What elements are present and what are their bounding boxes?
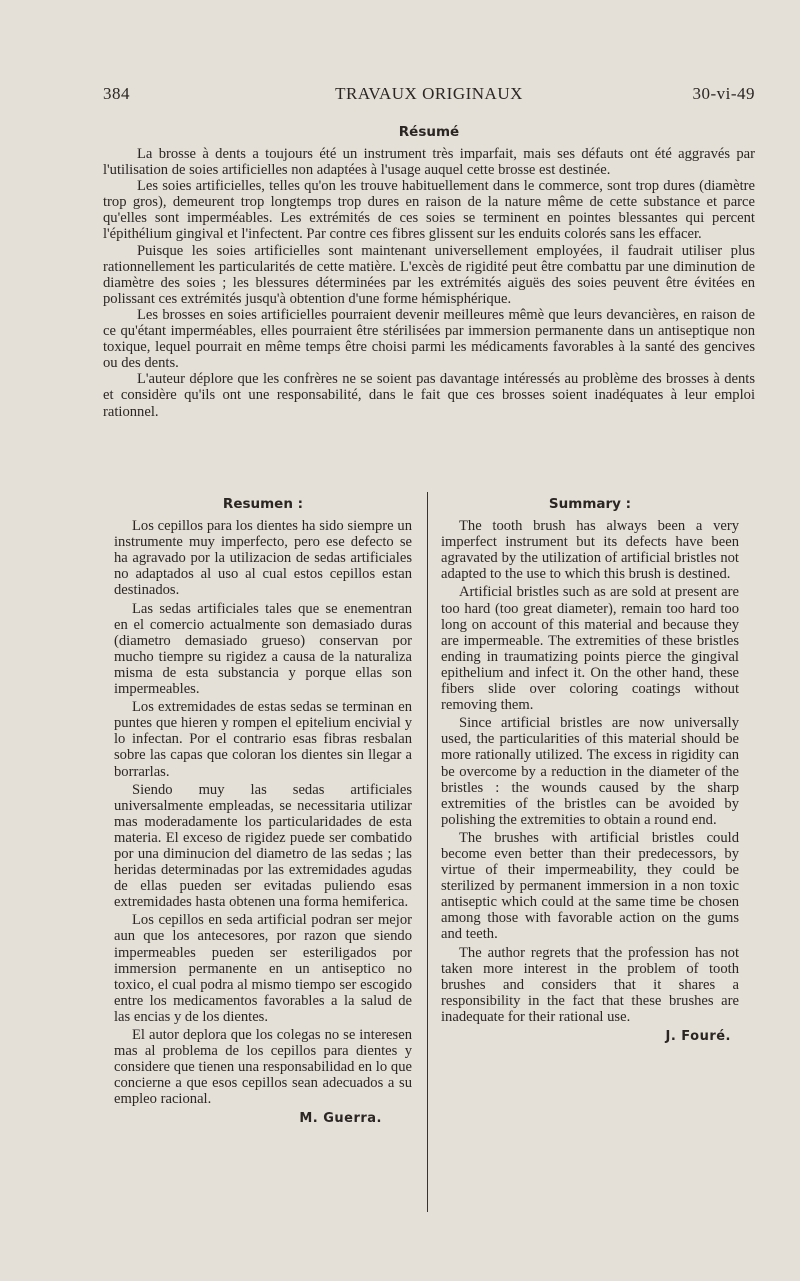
resumen-heading: Resumen : xyxy=(222,496,304,512)
column-divider xyxy=(427,492,428,1212)
resumen-signature: M. Guerra. xyxy=(299,1111,382,1127)
resume-heading: Résumé xyxy=(398,124,460,140)
resumen-column xyxy=(114,496,412,1128)
resume-body xyxy=(103,146,755,420)
resumen-paragraph: Los cepillos en seda artificial podran ser mejor aun que los antecesores, por razon que siendo impermeables pueden ser esteriligados por immersion permanente en un antiseptico no toxico, el cual podra al mismo tiempo ser escogido entre los medicamentos favorables a la salud de las encias y de los dientes. xyxy=(114,912,412,1025)
resumen-paragraph: Los cepillos para los dientes ha sido siempre un instrumente muy imperfecto, pero ese defecto se ha agravado por la utilizacion de sedas artificiales no adaptados al uso al cual estos cepillos estan destinados. xyxy=(114,518,412,599)
resumen-paragraph: Siendo muy las sedas artificiales universalmente empleadas, se necessitaria utilizar mas moderadamente los particularidades de esta materia. El exceso de rigidez puede ser combatido por una diminucion del diametro de las sedas ; las heridas determinadas por las extremidades agudas de ellas pueden ser evitadas puliendo esas extremidades hasta obtenen una forma hemiferica. xyxy=(114,781,412,911)
resume-paragraph: La brosse à dents a toujours été un instrument très imparfait, mais ses défauts ont été aggravés par l'utilisation de soies artificielles non adaptées à l'usage auquel cette brosse est destinée. xyxy=(103,146,755,179)
summary-signature: J. Fouré. xyxy=(665,1029,731,1044)
summary-heading: Summary : xyxy=(548,496,632,512)
resumen-paragraph: Los extremidades de estas sedas se terminan en puntes que hieren y rompen el epitelium encivial y lo infectan. Por el contrario esas fibras resbalan sobre las capas que coloran los dientes sin llegar a borrarlas. xyxy=(114,699,412,780)
issue-date: 30-vi-49 xyxy=(692,84,755,103)
page-number: 384 xyxy=(103,84,130,103)
journal-title: TRAVAUX ORIGINAUX xyxy=(335,84,523,103)
resume-paragraph: Les brosses en soies artificielles pourraient devenir meilleures mêmè que leurs devancières, en raison de ce qu'étant imperméables, elles pourraient être stérilisées par immersion permanente dans un antiseptique non toxique, lequel pourrait en même temps être choisi parmi les médicaments favorables à la santé des gencives ou des dents. xyxy=(103,306,755,372)
summary-paragraph: The brushes with artificial bristles could become even better than their predecessors, by virtue of their impermeability, they could be sterilized by permanent immersion in a non toxic antiseptic which could at the same time be chosen among those with favorable action on the gums and teeth. xyxy=(441,829,739,943)
resume-paragraph: Puisque les soies artificielles sont maintenant universellement employées, il faudrait utiliser plus rationnellement les particularités de cette matière. L'excès de rigidité peut être combattu par une diminution de diamètre des soies ; les blessures déterminées par les extrémités aiguës des soies peuvent être évitées en polissant ces extrémités jusqu'à obtention d'une forme hémisphérique. xyxy=(103,242,755,307)
resume-paragraph: Les soies artificielles, telles qu'on les trouve habituellement dans le commerce, sont trop dures (diamètre trop gros), demeurent trop longtemps trop dures en raison de la nature même de cette substance et parce qu'elles sont imperméables. Les extrémités de ces soies se terminent en pointes blessantes qui percent l'épithélium gingival et l'infectent. Par contre ces fibres glissent sur les enduits colorés sans les effacer. xyxy=(103,178,755,243)
summary-paragraph: Since artificial bristles are now universally used, the particularities of this material should be more rationally utilized. The excess in rigidity can be overcome by a reduction in the diameter of the bristles : the wounds caused by the sharp extremities of the bristles can be avoided by polishing the extremities to obtain a round end. xyxy=(441,715,739,828)
summary-column xyxy=(441,496,739,1045)
summary-paragraph: The tooth brush has always been a very imperfect instrument but its defects have been agravated by the utilization of artificial bristles not adapted to the use to which this brush is destined. xyxy=(441,518,739,583)
resumen-paragraph: El autor deplora que los colegas no se interesen mas al problema de los cepillos para dientes y considere que tienen una responsabilidad en lo que concierne a que esos cepillos sean adecuados a su empleo racional. xyxy=(114,1027,412,1108)
summary-paragraph: The author regrets that the profession has not taken more interest in the problem of tooth brushes and considers that it shares a responsibility in the fact that these brushes are inadequate for their rational use. xyxy=(441,944,739,1025)
summary-paragraph: Artificial bristles such as are sold at present are too hard (too great diameter), remain too hard too long on account of this material and because they are impermeable. The extremities of these bristles ending in traumatizing points pierce the gingival epithelium and infect it. On the other hand, these fibers slide over coloring coatings without removing them. xyxy=(441,584,739,714)
resumen-paragraph: Las sedas artificiales tales que se enementran en el comercio actualmente son demasiado duras (diametro demasiado grueso) conservan por mucho tiempre su rigidez a causa de la naturaliza misma de esta substancia y porque ellas son impermeables. xyxy=(114,600,412,698)
resume-paragraph: L'auteur déplore que les confrères ne se soient pas davantage intéressés au problème des brosses à dents et considère qu'ils ont une responsabilité, dans le fait que ces brosses soient inadéquates à leur emploi rationnel. xyxy=(103,371,755,420)
